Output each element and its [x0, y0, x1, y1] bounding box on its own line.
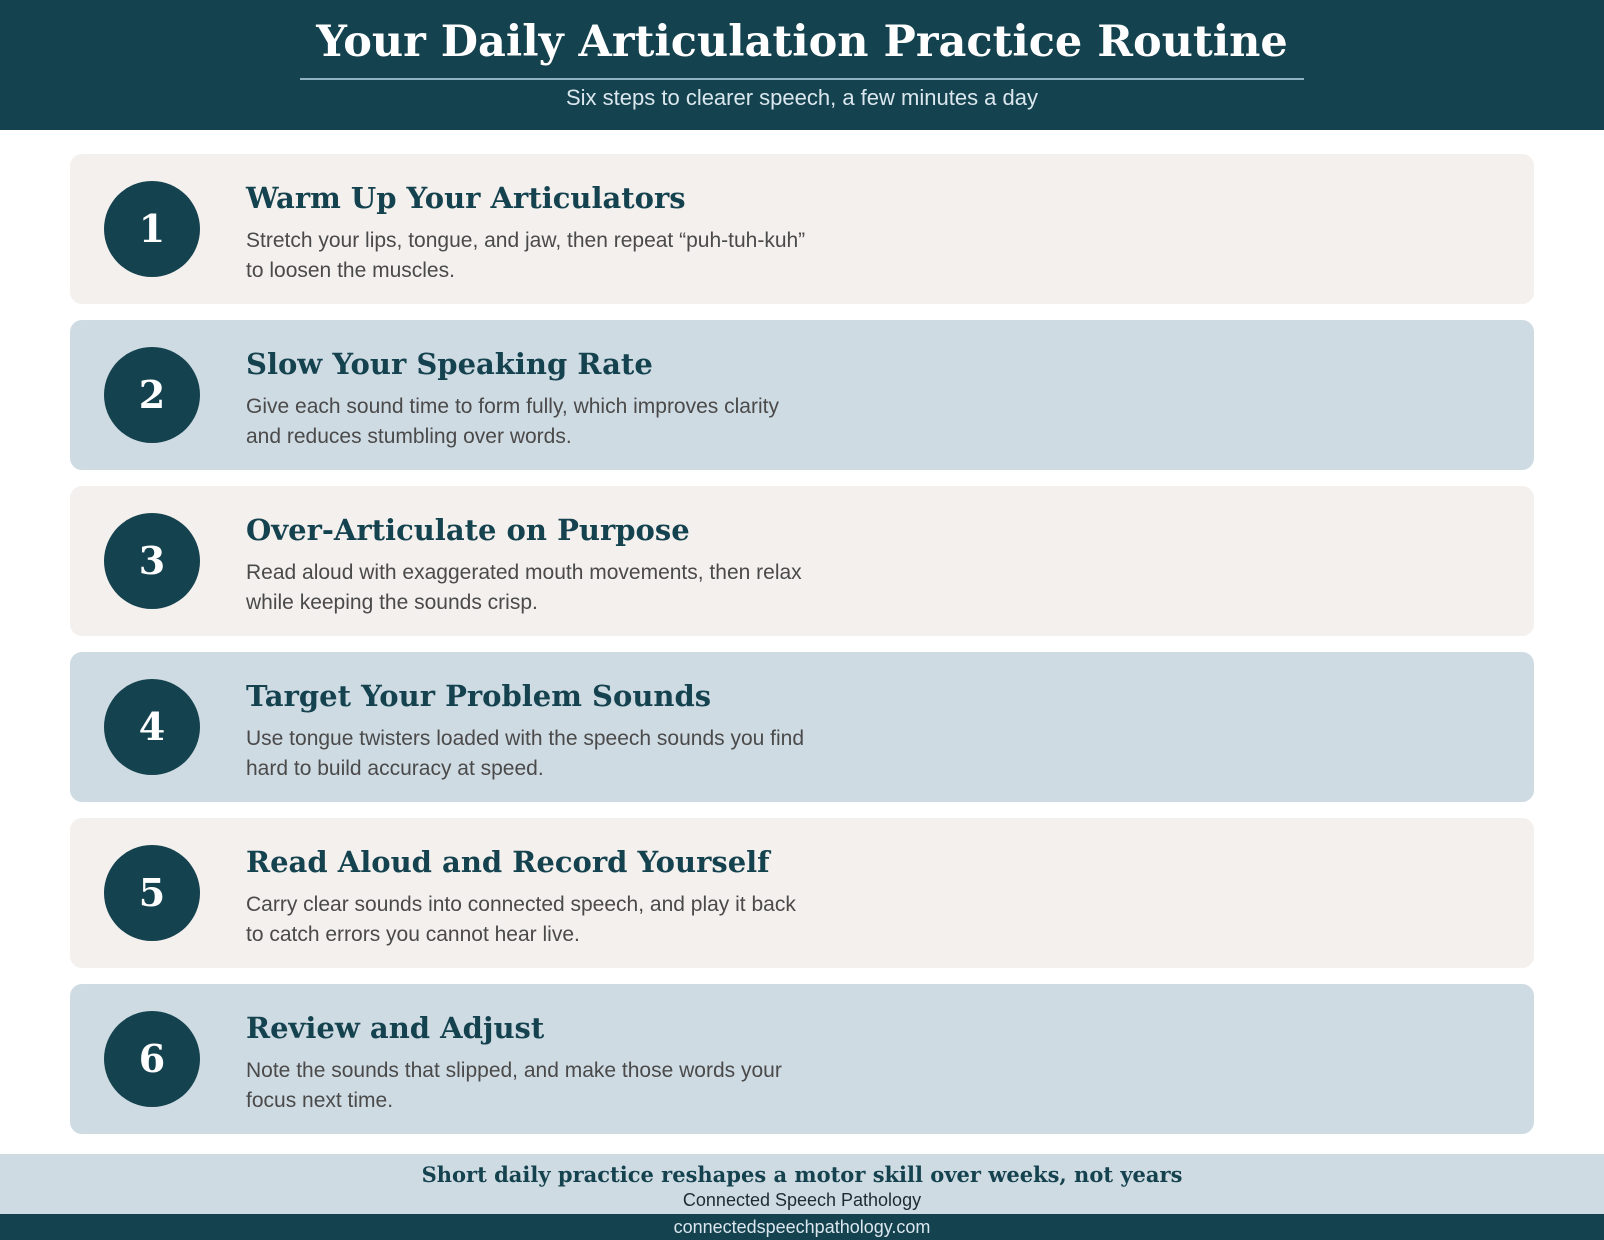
step-description: Stretch your lips, tongue, and jaw, then repeat “puh-tuh-kuh” to loosen the muscles.: [246, 229, 806, 282]
footer-organization: Connected Speech Pathology: [682, 1190, 922, 1210]
step-number: 4: [138, 704, 166, 749]
step-number-badge: [104, 679, 200, 775]
page-subtitle: Six steps to clearer speech, a few minutes a day: [565, 85, 1038, 110]
step-number-badge: [104, 1011, 200, 1107]
step-card-5: [70, 818, 1534, 968]
step-number: 6: [138, 1036, 166, 1081]
step-number: 3: [138, 538, 166, 583]
step-number: 5: [138, 870, 166, 915]
step-title: Target Your Problem Sounds: [246, 679, 712, 713]
step-description: Carry clear sounds into connected speech, and play it back to catch errors you cannot hear live.: [246, 893, 796, 946]
step-description: Use tongue twisters loaded with the speech sounds you find hard to build accuracy at speed.: [246, 727, 805, 780]
title-divider: [300, 78, 1304, 80]
step-description: Note the sounds that slipped, and make those words your focus next time.: [246, 1059, 782, 1112]
page-title: Your Daily Articulation Practice Routine: [316, 17, 1288, 67]
page-header: [0, 0, 1604, 130]
step-card-4: [70, 652, 1534, 802]
step-number-badge: [104, 513, 200, 609]
footer-url-bar: [0, 1214, 1604, 1240]
step-card-1: [70, 154, 1534, 304]
step-title: Slow Your Speaking Rate: [246, 347, 653, 381]
page-footer: [0, 1154, 1604, 1214]
footer-tagline: Short daily practice reshapes a motor skill over weeks, not years: [421, 1162, 1183, 1187]
footer-url: connectedspeechpathology.com: [673, 1217, 931, 1237]
step-number-badge: [104, 845, 200, 941]
step-title: Over-Articulate on Purpose: [246, 513, 690, 547]
step-number: 1: [138, 206, 166, 251]
step-card-3: [70, 486, 1534, 636]
step-description: Give each sound time to form fully, which improves clarity and reduces stumbling over words.: [246, 395, 779, 448]
steps-list: [70, 154, 1534, 1150]
step-card-2: [70, 320, 1534, 470]
step-card-6: [70, 984, 1534, 1134]
step-number: 2: [138, 372, 166, 417]
step-title: Warm Up Your Articulators: [246, 181, 686, 215]
step-number-badge: [104, 347, 200, 443]
step-title: Read Aloud and Record Yourself: [246, 845, 770, 879]
step-number-badge: [104, 181, 200, 277]
step-title: Review and Adjust: [246, 1011, 545, 1045]
step-description: Read aloud with exaggerated mouth movements, then relax while keeping the sounds crisp.: [246, 561, 802, 614]
